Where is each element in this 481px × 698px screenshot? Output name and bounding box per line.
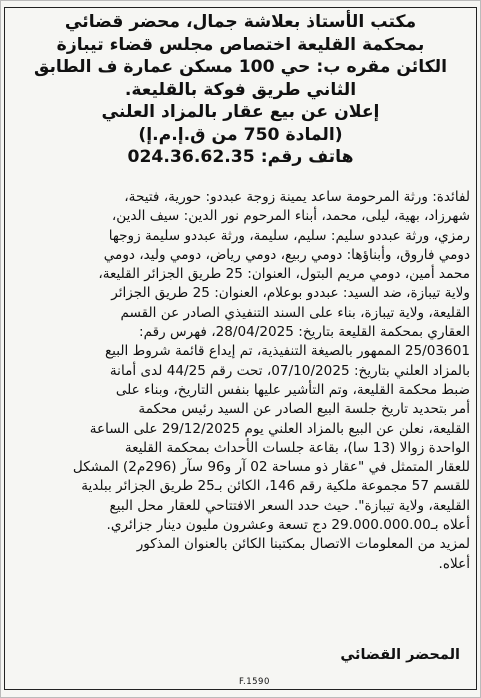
body-line: دومي فاروق، وأبناؤها: دومي ربيع، دومي رياض، دومي وليد، دومي xyxy=(103,246,470,263)
body-line: رمزي، ورثة عبددو سليم: سليم، سليمة، ورثة عبددو سليمة زوجها xyxy=(108,227,470,244)
body-line: للقسم 57 مجموعة ملكية رقم 146، الكائن بـ25 طريق الجزائر ببلدية xyxy=(81,478,470,495)
body-line: أمر بتحديد تاريخ جلسة البيع الصادر عن السيد رئيس محكمة xyxy=(138,401,470,418)
body-line: أعلاه. xyxy=(438,555,470,572)
body-line: ولاية تيبازة، ضد السيد: عبددو بوعلام، العنوان: 25 طريق الجزائر xyxy=(111,285,470,302)
body-line: القليعة، نعلن عن البيع بالمزاد العلني يوم 29/12/2025 على الساعة xyxy=(89,420,470,437)
notice-title: إعلان عن بيع عقار بالمزاد العلني xyxy=(101,102,380,122)
body-line: القليعة، ولاية تيبازة، بناء على السند التنفيذي الصادر عن القسم xyxy=(120,304,470,321)
body-line: لفائدة: ورثة المرحومة ساعد يمينة زوجة عبددو: حورية، فتيحة، xyxy=(124,189,470,205)
body-line: شهرزاد، بهية، ليلى، محمد، أبناء المرحوم نور الدين: سيف الدين، xyxy=(111,208,470,225)
office-address-line-1: الكائن مقره ب: حي 100 مسكن عمارة ف الطابق xyxy=(33,57,448,77)
signature: المحضر القضائي xyxy=(340,647,460,663)
legal-article: (المادة 750 من ق.إ.م.إ) xyxy=(138,124,343,145)
notice-header xyxy=(9,11,472,169)
body-line: ضبط محكمة القليعة، وتم التأشير عليها بنفس التاريخ، وبناء على xyxy=(115,381,470,398)
court-jurisdiction: بمحكمة القليعة اختصاص مجلس قضاء تيبازة xyxy=(56,34,425,55)
body-line: العقاري بمحكمة القليعة بتاريخ: 28/04/2025، فهرس رقم: xyxy=(139,324,470,341)
body-line: القليعة، ولاية تيبازة". حيث حدد السعر الافتتاحي للعقار محل البيع xyxy=(109,497,470,514)
body-line: للعقار المتمثل في "عقار ذو مساحة 02 آر و96 سآر (296م2) المشكل xyxy=(72,459,470,476)
body-line: بالمزاد العلني بتاريخ: 07/10/2025، تحت رقم 44/25 لدى أمانة xyxy=(109,362,470,379)
body-line: الواحدة زوالا (13 سا)، بقاعة جلسات الأحداث بمحكمة القليعة xyxy=(124,439,470,456)
body-line: لمزيد من المعلومات الاتصال بمكتبنا الكائن بالعنوان المذكور xyxy=(136,536,470,553)
body-line: محمد أمين، دومي مريم البتول، العنوان: 25 طريق الجزائر القليعة، xyxy=(98,266,470,283)
notice-body xyxy=(10,188,470,574)
reference-number: F.1590 xyxy=(239,677,270,687)
body-line: 25/03601 الممهور بالصيغة التنفيذية، تم إيداع قائمة شروط البيع xyxy=(104,343,470,360)
office-name: مكتب الأستاذ بعلاشة جمال، محضر قضائي xyxy=(64,12,417,32)
phone-number: هاتف رقم: 024.36.62.35 xyxy=(127,147,354,167)
body-line: أعلاه بـ29.000.000.00 دج تسعة وعشرون مليون دينار جزائري. xyxy=(106,517,470,534)
office-address-line-2: الثاني طريق فوكة بالقليعة. xyxy=(124,79,357,100)
